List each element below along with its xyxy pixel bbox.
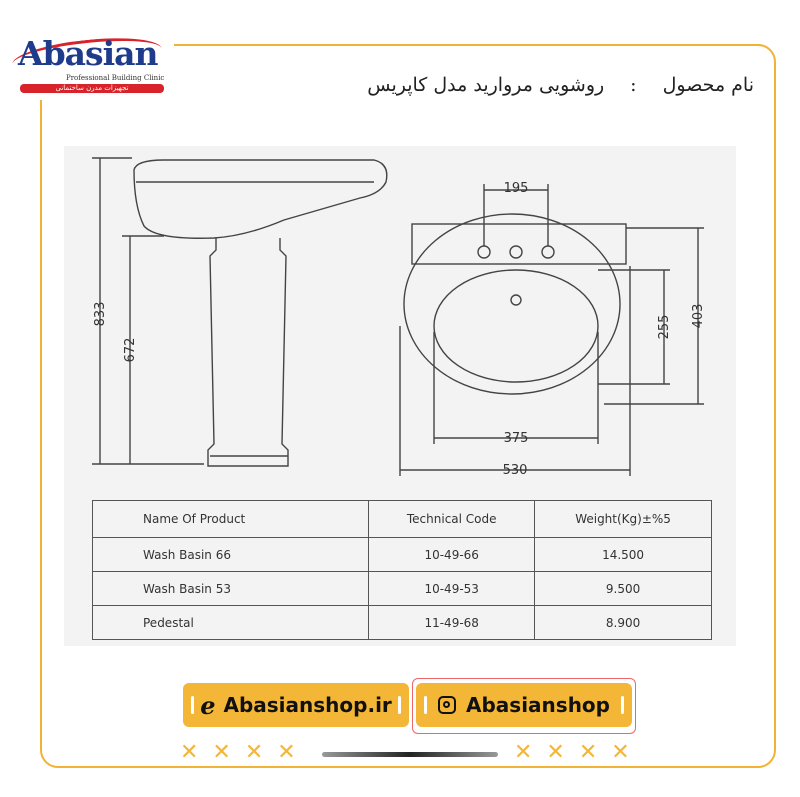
dim-bowl-depth: 255 (657, 314, 672, 340)
instagram-icon (438, 696, 456, 714)
table-row (93, 572, 712, 606)
decor-divider-line (322, 752, 498, 757)
cell-code: 11-49-68 (369, 606, 535, 640)
spec-table (92, 500, 712, 640)
product-label: نام محصول (662, 74, 754, 96)
dim-basin-height: 672 (123, 337, 138, 363)
dim-tap-spacing: 195 (503, 181, 529, 196)
cell-name: Wash Basin 53 (93, 572, 369, 606)
cell-code: 10-49-66 (369, 538, 535, 572)
decor-x-marks-left: ✕✕✕✕ (180, 740, 310, 765)
front-basin-inner (434, 270, 598, 382)
cell-weight: 14.500 (535, 538, 712, 572)
col-header-name: Name Of Product (93, 501, 369, 538)
drawing-svg (64, 146, 736, 496)
cell-code: 10-49-53 (369, 572, 535, 606)
cell-name: Wash Basin 66 (93, 538, 369, 572)
instagram-label: Abasianshop (466, 693, 610, 717)
table-row (93, 606, 712, 640)
dim-total-height: 833 (93, 301, 108, 327)
button-notch (621, 696, 624, 714)
website-label: Abasianshop.ir (223, 693, 392, 717)
decor-x-marks-right: ✕✕✕✕ (514, 740, 644, 765)
website-link-button[interactable] (183, 683, 409, 727)
dim-bowl-width: 375 (503, 431, 529, 446)
col-header-weight: Weight(Kg)±%5 (535, 501, 712, 538)
product-title (367, 74, 754, 96)
cell-name: Pedestal (93, 606, 369, 640)
cell-weight: 9.500 (535, 572, 712, 606)
logo-persian-bar: تجهیزات مدرن ساختمانی (20, 84, 164, 93)
dim-depth: 403 (691, 303, 706, 329)
button-notch (424, 696, 427, 714)
product-name: روشویی مروارید مدل کاپریس (367, 74, 605, 96)
button-notch (191, 696, 194, 714)
cell-weight: 8.900 (535, 606, 712, 640)
browser-e-icon: e (200, 690, 216, 720)
col-header-code: Technical Code (369, 501, 535, 538)
button-notch (398, 696, 401, 714)
product-separator: : (630, 74, 637, 96)
dim-width: 530 (502, 463, 528, 478)
brand-logo[interactable] (4, 30, 174, 100)
instagram-link-button[interactable] (416, 683, 632, 727)
logo-tagline: Professional Building Clinic (66, 74, 165, 82)
side-basin-top (134, 160, 387, 238)
side-pedestal (208, 238, 288, 466)
logo-wordmark: Abasian (18, 34, 158, 73)
table-row (93, 538, 712, 572)
spec-header-row (93, 501, 712, 538)
front-backplate (412, 224, 626, 264)
